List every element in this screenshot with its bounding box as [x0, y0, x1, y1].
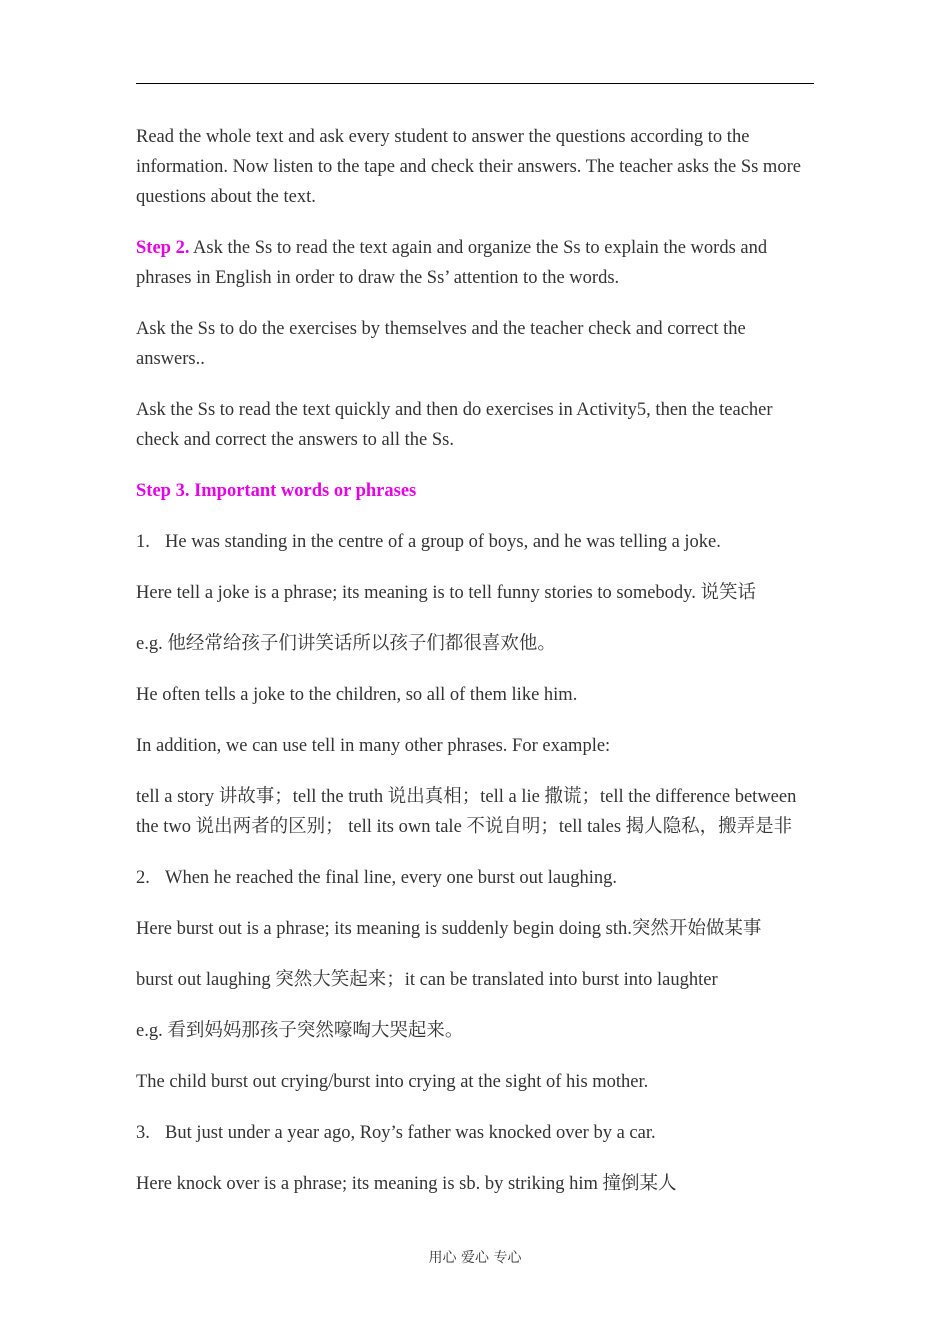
phrase-list-line2: the two 说出两者的区别； tell its own tale 不说自明；tell tales 揭人隐私，搬弄是非: [136, 817, 793, 837]
phrase-list-line1: tell a story 讲故事；tell the truth 说出真相；tell a lie 撒谎；tell the difference between: [136, 787, 797, 807]
item3-text: But just under a year ago, Roy’s father was knocked over by a car.: [165, 1123, 656, 1143]
step2-label: Step 2.: [136, 238, 190, 258]
step3-heading: Step 3. Important words or phrases: [136, 481, 417, 501]
item2-sentence: [136, 863, 816, 893]
header-rule: [136, 83, 814, 84]
item2-explanation: Here burst out is a phrase; its meaning is suddenly begin doing sth.突然开始做某事: [136, 919, 762, 939]
item3-sentence: [136, 1118, 816, 1148]
item1-phrase-list: [136, 782, 816, 842]
step2-text: Ask the Ss to read the text again and organize the Ss to explain the words and phrases in English in order to draw the Ss’ attention to the words.: [136, 238, 768, 288]
item1-text: He was standing in the centre of a group of boys, and he was telling a joke.: [165, 532, 721, 552]
item3-number: 3.: [136, 1123, 150, 1143]
page-footer: 用心 爱心 专心: [428, 1250, 522, 1266]
item3-explanation: Here knock over is a phrase; its meaning is sb. by striking him 撞倒某人: [136, 1174, 677, 1194]
item2-text: When he reached the final line, every one burst out laughing.: [165, 868, 618, 888]
paragraph-activity5: Ask the Ss to read the text quickly and then do exercises in Activity5, then the teacher check and correct the answers to all the Ss.: [136, 400, 773, 450]
paragraph-intro: Read the whole text and ask every student to answer the questions according to the information. Now listen to the tape and check their answers. The teacher asks the Ss more questions about the text.: [136, 127, 801, 207]
document-body: [136, 122, 816, 1220]
item2-example: e.g. 看到妈妈那孩子突然嚎啕大哭起来。: [136, 1021, 464, 1041]
paragraph-step2: [136, 233, 816, 293]
item2-explanation-2: burst out laughing 突然大笑起来；it can be translated into burst into laughter: [136, 970, 718, 990]
item2-example-english: The child burst out crying/burst into crying at the sight of his mother.: [136, 1072, 649, 1092]
item1-explanation: Here tell a joke is a phrase; its meaning is to tell funny stories to somebody. 说笑话: [136, 583, 756, 603]
item1-example: e.g. 他经常给孩子们讲笑话所以孩子们都很喜欢他。: [136, 634, 556, 654]
item1-example-english: He often tells a joke to the children, so all of them like him.: [136, 685, 578, 705]
item1-addition: In addition, we can use tell in many other phrases. For example:: [136, 736, 611, 756]
item1-number: 1.: [136, 532, 150, 552]
item2-number: 2.: [136, 868, 150, 888]
paragraph-exercises: Ask the Ss to do the exercises by themselves and the teacher check and correct the answers..: [136, 319, 746, 369]
item1-sentence: [136, 527, 816, 557]
